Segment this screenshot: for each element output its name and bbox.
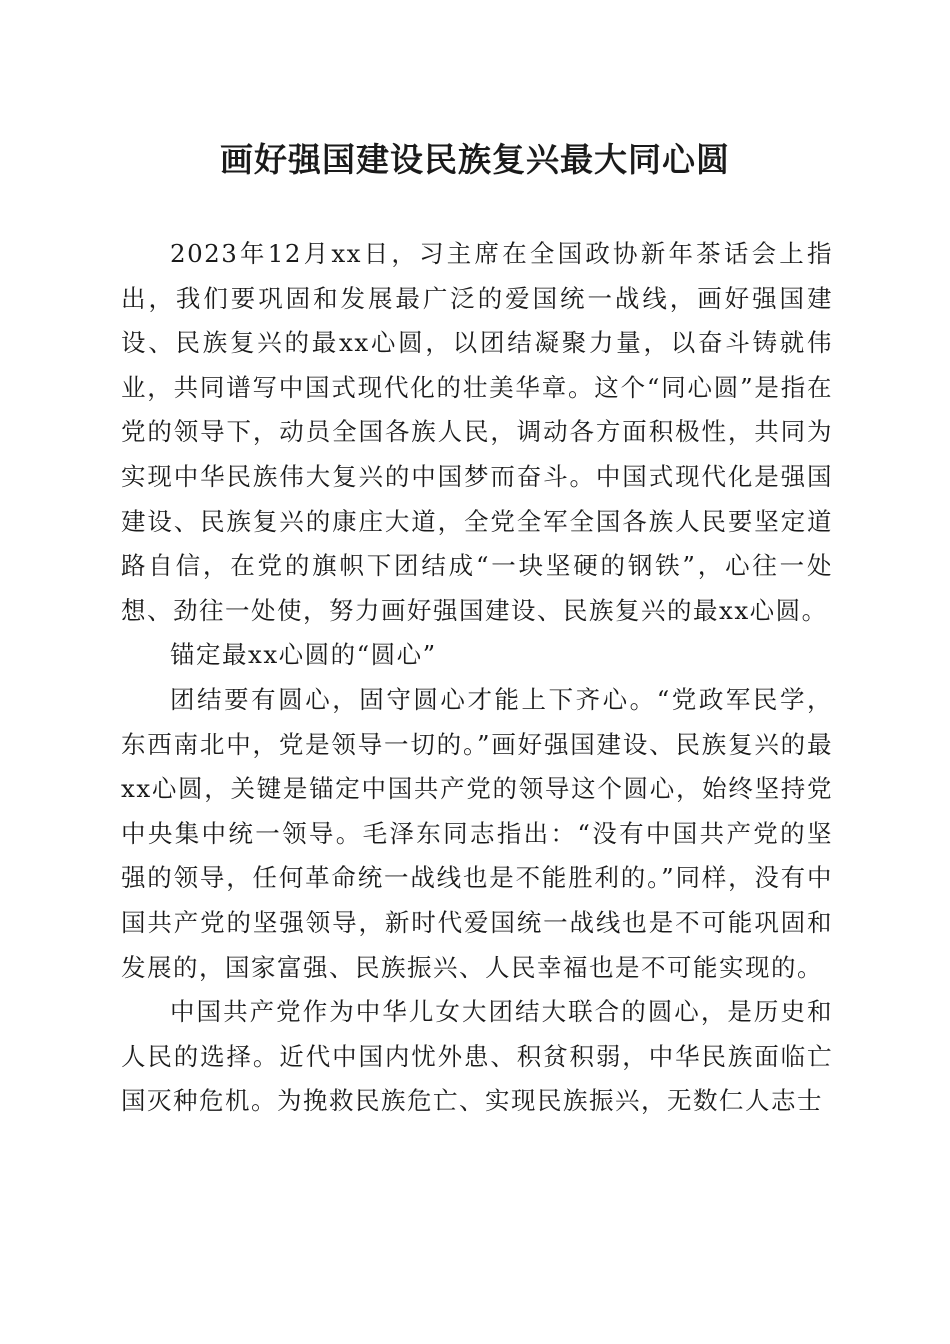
paragraph-history: 中国共产党作为中华儿女大团结大联合的圆心，是历史和人民的选择。近代中国内忧外患、积贫积弱，中华民族面临亡国灭种危机。为挽救民族危亡、实现民族振兴，无数仁人志士	[121, 997, 833, 1116]
document-body	[121, 232, 833, 1124]
document-title: 画好强国建设民族复兴最大同心圆	[220, 140, 730, 179]
section-heading: 锚定最xx心圆的“圆心”	[170, 640, 437, 670]
paragraph-intro: 2023年12月xx日，习主席在全国政协新年茶话会上指出，我们要巩固和发展最广泛的爱国统一战线，画好强国建设、民族复兴的最xx心圆，以团结凝聚力量，以奋斗铸就伟业，共同谱写中国式现代化的壮美华章。这个“同心圆”是指在党的领导下，动员全国各族人民，调动各方面积极性，共同为实现中华民族伟大复兴的中国梦而奋斗。中国式现代化是强国建设、民族复兴的康庄大道，全党全军全国各族人民要坚定道路自信，在党的旗帜下团结成“一块坚硬的钢铁”，心往一处想、劲往一处使，努力画好强国建设、民族复兴的最xx心圆。	[121, 239, 833, 625]
paragraph-core: 团结要有圆心，固守圆心才能上下齐心。“党政军民学，东西南北中，党是领导一切的。”画好强国建设、民族复兴的最xx心圆，关键是锚定中国共产党的领导这个圆心，始终坚持党中央集中统一领导。毛泽东同志指出：“没有中国共产党的坚强的领导，任何革命统一战线也是不能胜利的。”同样，没有中国共产党的坚强领导，新时代爱国统一战线也是不可能巩固和发展的，国家富强、民族振兴、人民幸福也是不可能实现的。	[121, 684, 833, 982]
